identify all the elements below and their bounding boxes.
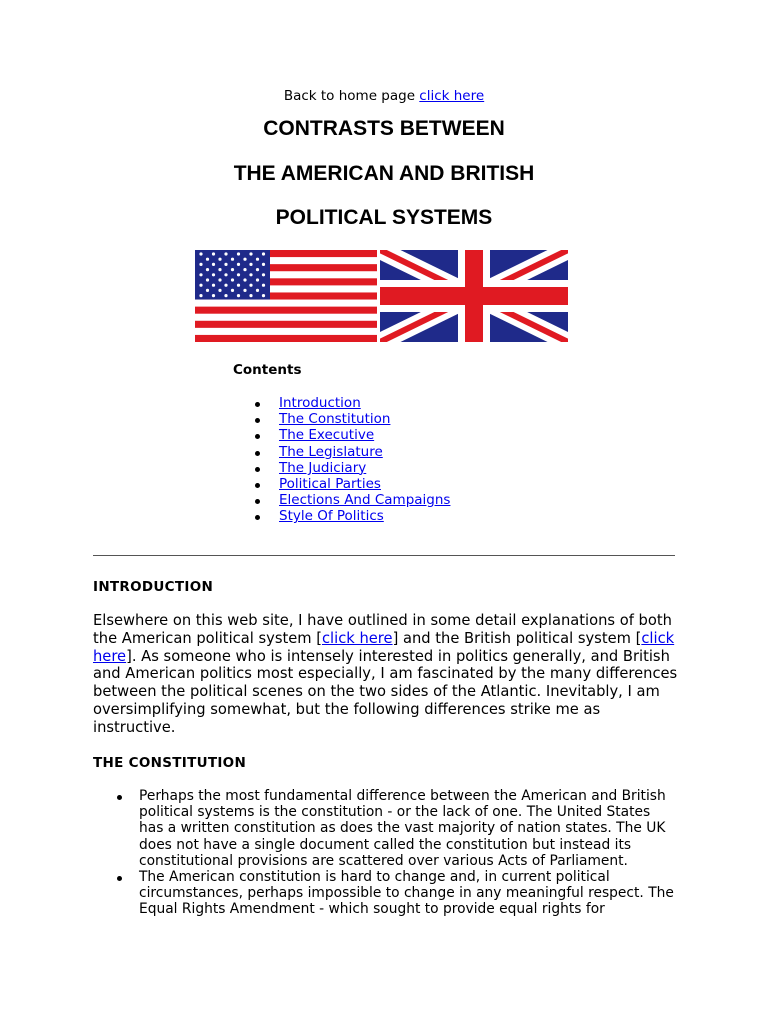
- toc-item-judiciary: [250, 460, 450, 476]
- toc-item-introduction: [250, 395, 450, 411]
- toc-link-judiciary[interactable]: The Judiciary: [279, 459, 367, 476]
- toc-item-legislature: [250, 444, 450, 460]
- constitution-heading: THE CONSTITUTION: [93, 755, 247, 771]
- toc-link-executive[interactable]: The Executive: [279, 427, 375, 444]
- american-system-link[interactable]: click here: [321, 629, 393, 647]
- back-text: Back to home page: [283, 88, 420, 104]
- american-flag: [195, 250, 377, 342]
- british-flag: [380, 250, 568, 342]
- bullet-icon: [255, 402, 260, 407]
- toc-link-style[interactable]: Style Of Politics: [279, 508, 384, 525]
- toc-link-political-parties[interactable]: Political Parties: [279, 476, 381, 493]
- toc-item-style: [250, 508, 450, 524]
- introduction-heading: INTRODUCTION: [93, 579, 214, 595]
- toc-item-political-parties: [250, 476, 450, 492]
- toc-link-constitution[interactable]: The Constitution: [279, 411, 391, 428]
- bullet-icon: [255, 499, 260, 504]
- bullet-icon: [255, 515, 260, 520]
- bullet-icon: [255, 451, 260, 456]
- toc-link-introduction[interactable]: Introduction: [279, 395, 361, 411]
- constitution-list: [113, 788, 678, 918]
- home-link[interactable]: click here: [419, 88, 485, 104]
- back-to-home: [0, 87, 768, 105]
- list-item: [113, 788, 678, 869]
- contents-heading: Contents: [233, 362, 302, 378]
- british-system-link[interactable]: click here: [93, 629, 675, 665]
- bullet-icon: [255, 434, 260, 439]
- toc-item-elections: [250, 492, 450, 508]
- toc-item-constitution: [250, 411, 450, 427]
- intro-text-2: ] and the British political system [: [392, 629, 642, 647]
- page-title-line-1: CONTRASTS BETWEEN: [263, 117, 505, 140]
- bullet-icon: [255, 467, 260, 472]
- introduction-paragraph: [93, 612, 678, 737]
- intro-text-3: ]. As someone who is intensely interested in politics generally, and British and American politics most especially, I am fascinated by the many differences between the political scenes on the two sides of the Atlantic. Inevitably, I am oversimplifying somewhat, but the following differences strike me as instructive.: [93, 647, 678, 736]
- list-item-text: Perhaps the most fundamental difference between the American and British political systems is the constitution - or the lack of one. The United States has a written constitution as does the vast majority of nation states. The UK does not have a single document called the constitution but instead its constitutional provisions are scattered over various Acts of Parliament.: [139, 788, 666, 869]
- list-item-text: The American constitution is hard to change and, in current political circumstances, perhaps impossible to change in any meaningful respect. The Equal Rights Amendment - which sought to provide equal rights for: [139, 869, 674, 918]
- intro-text-1: Elsewhere on this web site, I have outlined in some detail explanations of both the American political system [: [93, 612, 672, 647]
- section-divider: [93, 555, 675, 556]
- page-title-line-3: POLITICAL SYSTEMS: [275, 206, 493, 229]
- list-item: [113, 869, 678, 918]
- bullet-icon: [117, 795, 122, 800]
- page-title-line-2: THE AMERICAN AND BRITISH: [233, 162, 535, 185]
- bullet-icon: [255, 418, 260, 423]
- toc-link-legislature[interactable]: The Legislature: [279, 443, 383, 460]
- toc-link-elections[interactable]: Elections And Campaigns: [279, 492, 451, 509]
- bullet-icon: [255, 483, 260, 488]
- bullet-icon: [117, 876, 122, 881]
- table-of-contents: [250, 395, 450, 525]
- toc-item-executive: [250, 427, 450, 443]
